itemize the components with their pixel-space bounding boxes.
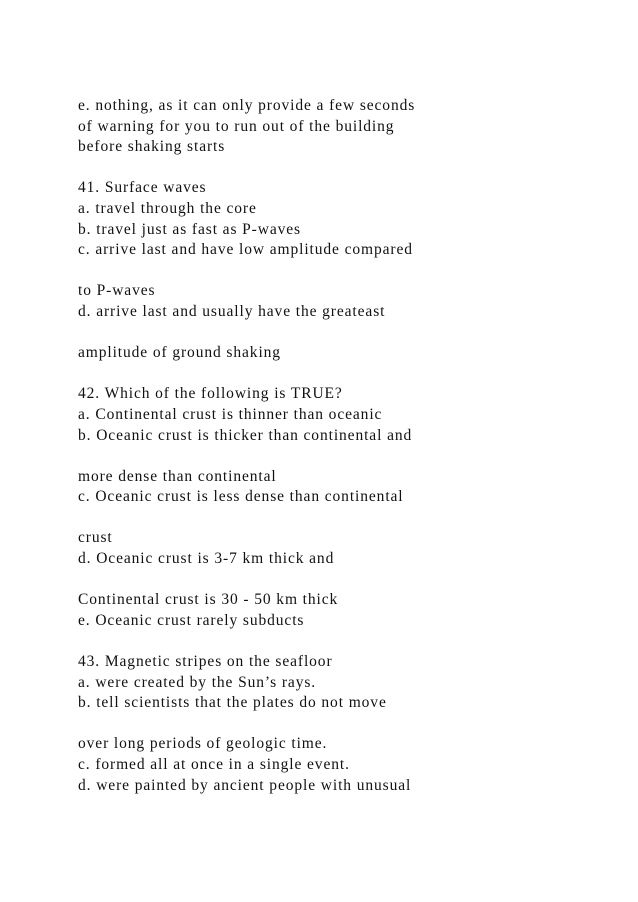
blank-line bbox=[78, 261, 618, 282]
blank-line bbox=[78, 508, 618, 529]
question-41-option-b: b. travel just as fast as P-waves bbox=[78, 220, 301, 238]
question-42-option-b: b. Oceanic crust is thicker than continental and bbox=[78, 426, 413, 444]
text-line: of warning for you to run out of the building bbox=[78, 117, 395, 135]
question-42-heading: 42. Which of the following is TRUE? bbox=[78, 385, 343, 403]
question-42-option-e: e. Oceanic crust rarely subducts bbox=[78, 611, 305, 629]
question-43-option-d: d. were painted by ancient people with unusual bbox=[78, 776, 412, 794]
question-42-option-c: c. Oceanic crust is less dense than continental bbox=[78, 488, 404, 506]
blank-line bbox=[78, 570, 618, 591]
question-42-option-d: d. Oceanic crust is 3-7 km thick and bbox=[78, 550, 335, 568]
question-43-option-b-cont: over long periods of geologic time. bbox=[78, 735, 328, 753]
question-42-option-c-cont: crust bbox=[78, 529, 113, 547]
question-42-option-b-cont: more dense than continental bbox=[78, 467, 277, 485]
question-41-option-a: a. travel through the core bbox=[78, 199, 257, 217]
text-line: before shaking starts bbox=[78, 138, 226, 156]
question-41-option-d-cont: amplitude of ground shaking bbox=[78, 344, 281, 362]
document-text bbox=[78, 96, 618, 796]
text-line: e. nothing, as it can only provide a few seconds bbox=[78, 97, 416, 114]
question-43-option-c: c. formed all at once in a single event. bbox=[78, 756, 350, 773]
question-42-option-d-cont: Continental crust is 30 - 50 km thick bbox=[78, 591, 339, 609]
blank-line bbox=[78, 631, 618, 652]
blank-line bbox=[78, 446, 618, 467]
question-41-option-d: d. arrive last and usually have the greateast bbox=[78, 302, 386, 320]
question-43-option-a: a. were created by the Sun’s rays. bbox=[78, 673, 317, 691]
question-41-option-c: c. arrive last and have low amplitude compared bbox=[78, 241, 413, 259]
question-41-option-c-cont: to P-waves bbox=[78, 282, 156, 300]
question-43-option-b: b. tell scientists that the plates do not move bbox=[78, 694, 387, 712]
question-41-heading: 41. Surface waves bbox=[78, 179, 207, 197]
blank-line bbox=[78, 714, 618, 735]
blank-line bbox=[78, 158, 618, 179]
question-42-option-a: a. Continental crust is thinner than oceanic bbox=[78, 405, 383, 423]
question-43-heading: 43. Magnetic stripes on the seafloor bbox=[78, 653, 333, 671]
blank-line bbox=[78, 323, 618, 344]
blank-line bbox=[78, 364, 618, 385]
